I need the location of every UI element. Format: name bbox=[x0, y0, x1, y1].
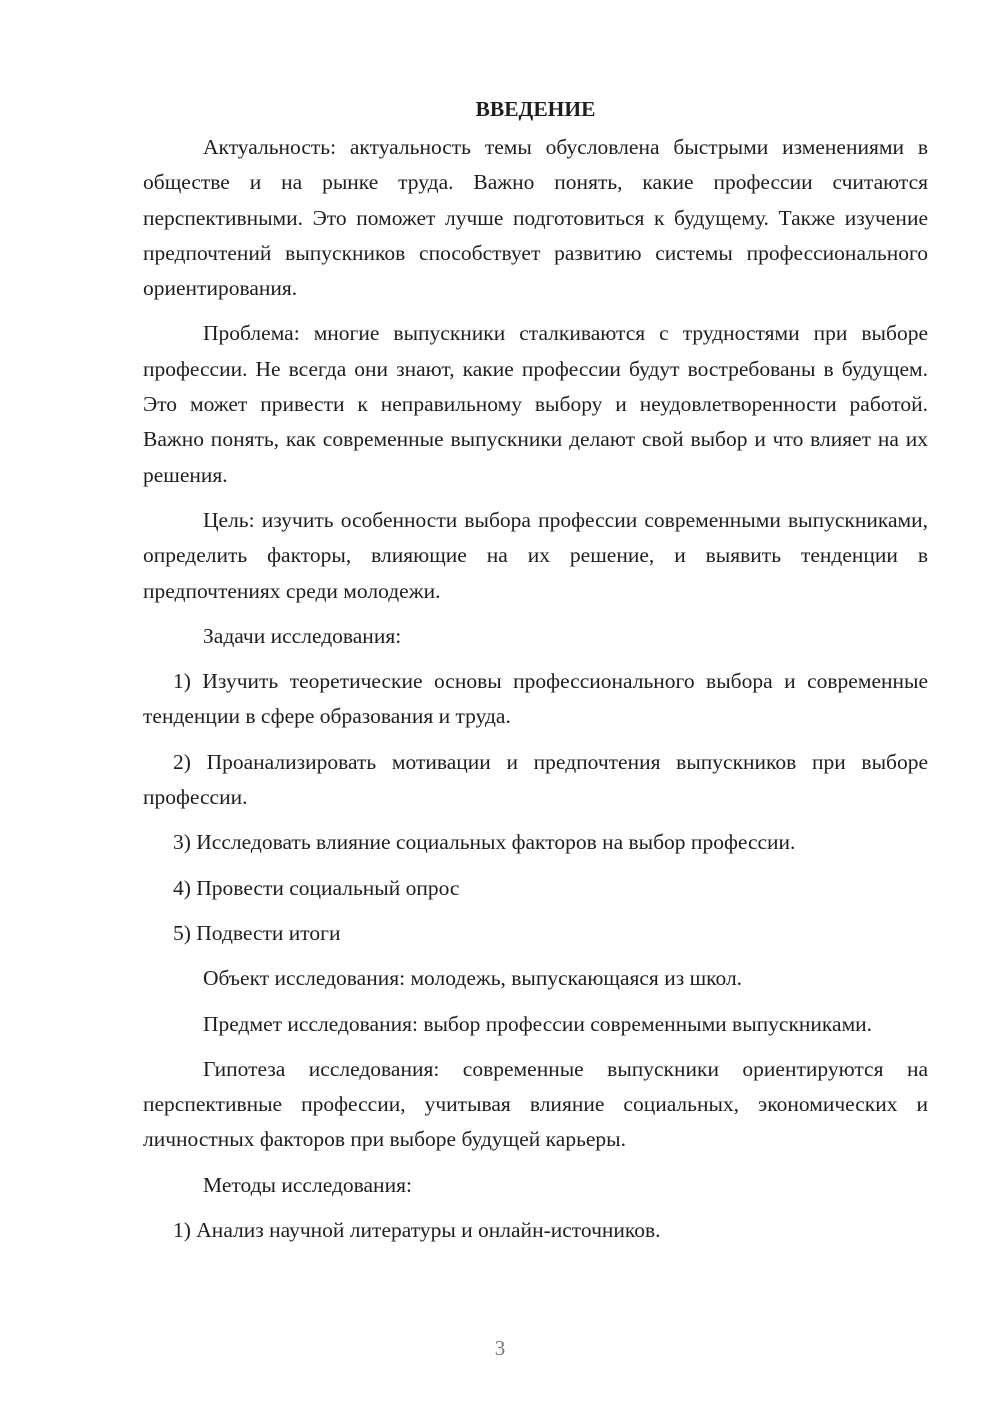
section-title: ВВЕДЕНИЕ bbox=[475, 97, 596, 121]
page-number: 3 bbox=[494, 1336, 506, 1360]
paragraph-relevance: Актуальность: актуальность темы обусловлена быстрыми изменениями в обществе и на рынке труда. Важно понять, какие профессии считаются перспективными. Это поможет лучше подготовиться к будущему. Также изучение предпочтений выпускников способствует развитию системы профессионального ориентирования. bbox=[143, 135, 928, 301]
task-item-1: 1) Изучить теоретические основы профессионального выбора и современные тенденции в сфере образования и труда. bbox=[143, 669, 928, 729]
task-item-3: 3) Исследовать влияние социальных факторов на выбор профессии. bbox=[173, 830, 796, 855]
paragraph-hypothesis: Гипотеза исследования: современные выпускники ориентируются на перспективные профессии, учитывая влияние социальных, экономических и личностных факторов при выборе будущей карьеры. bbox=[143, 1056, 928, 1152]
method-item-1: 1) Анализ научной литературы и онлайн-источников. bbox=[173, 1218, 661, 1243]
paragraph-goal: Цель: изучить особенности выбора профессии современными выпускниками, определить факторы, влияющие на их решение, и выявить тенденции в предпочтениях среди молодежи. bbox=[143, 507, 928, 603]
tasks-heading: Задачи исследования: bbox=[203, 623, 402, 648]
paragraph-subject: Предмет исследования: выбор профессии современными выпускниками. bbox=[203, 1011, 873, 1036]
task-item-5: 5) Подвести итоги bbox=[173, 920, 341, 945]
paragraph-object: Объект исследования: молодежь, выпускающаяся из школ. bbox=[203, 966, 743, 991]
paragraph-problem: Проблема: многие выпускники сталкиваются с трудностями при выборе профессии. Не всегда они знают, какие профессии будут востребованы в будущем. Это может привести к неправильному выбору и неудовлетворенности работой. Важно понять, как современные выпускники делают свой выбор и что влияет на их решения. bbox=[143, 321, 928, 487]
methods-heading: Методы исследования: bbox=[203, 1172, 412, 1197]
document-page bbox=[143, 92, 928, 1258]
task-item-2: 2) Проанализировать мотивации и предпочтения выпускников при выборе профессии. bbox=[143, 749, 928, 810]
task-item-4: 4) Провести социальный опрос bbox=[173, 875, 460, 900]
